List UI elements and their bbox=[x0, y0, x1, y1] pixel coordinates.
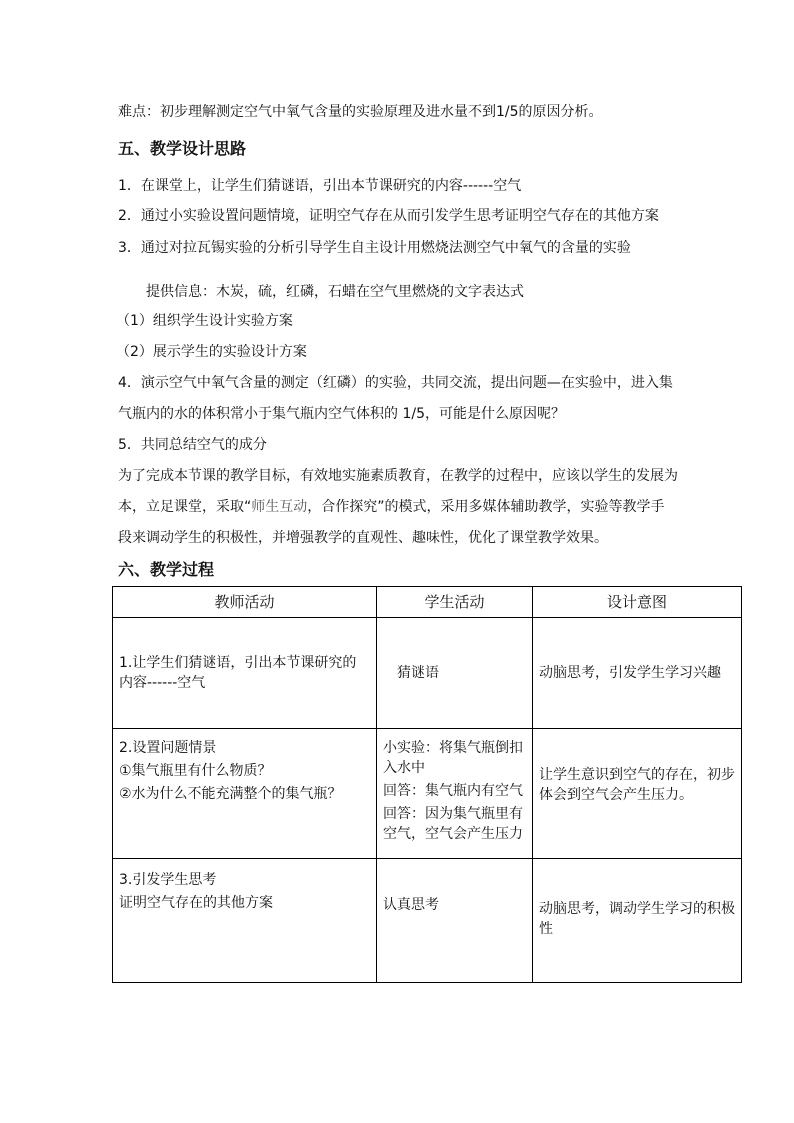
section6-title: 六、教学过程 bbox=[118, 560, 215, 579]
row3-intent bbox=[533, 859, 742, 983]
section5-title: 五、教学设计思路 bbox=[118, 139, 247, 158]
row1-teacher-text: 1.让学生们猜谜语，引出本节课研究的内容------空气 bbox=[119, 655, 357, 691]
table-header-row bbox=[113, 587, 742, 618]
para-quote: 师生互动 bbox=[251, 499, 308, 515]
difficulty-text: 难点：初步理解测定空气中氧气含量的实验原理及进水量不到1/5的原因分析。 bbox=[118, 104, 603, 120]
summary-paragraph-line3: 段来调动学生的积极性，并增强教学的直观性、趣味性，优化了课堂教学效果。 bbox=[118, 530, 608, 546]
row3-intent-text: 动脑思考，调动学生学习的积极性 bbox=[539, 901, 735, 937]
row1-student bbox=[377, 618, 533, 729]
para-line2-a: 本，立足课堂，采取“ bbox=[118, 499, 252, 515]
section5-item-4-line2: 气瓶内的水的体积常小于集气瓶内空气体积的 1/5，可能是什么原因呢？ bbox=[118, 406, 565, 422]
row2-student-line2: 回答：集气瓶内有空气 bbox=[383, 783, 523, 799]
row2-student bbox=[377, 729, 533, 859]
table-row bbox=[113, 729, 742, 859]
section5-item-1: 1．在课堂上，让学生们猜谜语，引出本节课研究的内容------空气 bbox=[118, 178, 522, 194]
header-teacher: 教师活动 bbox=[113, 587, 377, 618]
table-row bbox=[113, 859, 742, 983]
section5-item-4-line1: 4．演示空气中氧气含量的测定（红磷）的实验，共同交流，提出问题—在实验中，进入集 bbox=[118, 375, 673, 391]
header-intent: 设计意图 bbox=[533, 587, 742, 618]
row2-intent-text: 让学生意识到空气的存在，初步体会到空气会产生压力。 bbox=[539, 767, 735, 803]
row3-teacher-line2: 证明空气存在的其他方案 bbox=[119, 895, 273, 911]
summary-paragraph-line2 bbox=[118, 497, 665, 517]
row2-teacher-line2: ①集气瓶里有什么物质？ bbox=[119, 763, 272, 779]
sub-item-2: （2）展示学生的实验设计方案 bbox=[116, 344, 307, 360]
row3-student-text: 认真思考 bbox=[383, 897, 439, 913]
para-line2-b: ，合作探究”的模式，采用多媒体辅助教学，实验等教学手 bbox=[307, 499, 665, 515]
section5-item-3: 3．通过对拉瓦锡实验的分析引导学生自主设计用燃烧法测空气中氧气的含量的实验 bbox=[118, 240, 631, 256]
section5-item-2: 2．通过小实验设置问题情境，证明空气存在从而引发学生思考证明空气存在的其他方案 bbox=[118, 208, 659, 224]
header-student: 学生活动 bbox=[377, 587, 533, 618]
row2-teacher-line3: ②水为什么不能充满整个的集气瓶？ bbox=[119, 786, 342, 802]
teaching-process-table bbox=[112, 586, 742, 983]
sub-item-1: （1）组织学生设计实验方案 bbox=[116, 313, 293, 329]
row2-teacher-line1: 2.设置问题情景 bbox=[119, 740, 217, 756]
row3-teacher bbox=[113, 859, 377, 983]
summary-paragraph-line1: 为了完成本节课的教学目标，有效地实施素质教育，在教学的过程中，应该以学生的发展为 bbox=[118, 468, 678, 484]
row3-teacher-line1: 3.引发学生思考 bbox=[119, 872, 217, 888]
row2-teacher bbox=[113, 729, 377, 859]
row1-student-text: 猜谜语 bbox=[397, 665, 439, 681]
row1-teacher bbox=[113, 618, 377, 729]
row2-student-line1: 小实验：将集气瓶倒扣入水中 bbox=[383, 740, 523, 776]
row2-student-line3: 回答：因为集气瓶里有空气，空气会产生压力 bbox=[383, 806, 523, 842]
section5-item-5: 5．共同总结空气的成分 bbox=[118, 437, 267, 453]
row1-intent bbox=[533, 618, 742, 729]
info-text: 提供信息：木炭，硫，红磷，石蜡在空气里燃烧的文字表达式 bbox=[146, 284, 524, 300]
row3-student bbox=[377, 859, 533, 983]
row1-intent-text: 动脑思考，引发学生学习兴趣 bbox=[539, 665, 721, 681]
row2-intent bbox=[533, 729, 742, 859]
table-row bbox=[113, 618, 742, 729]
